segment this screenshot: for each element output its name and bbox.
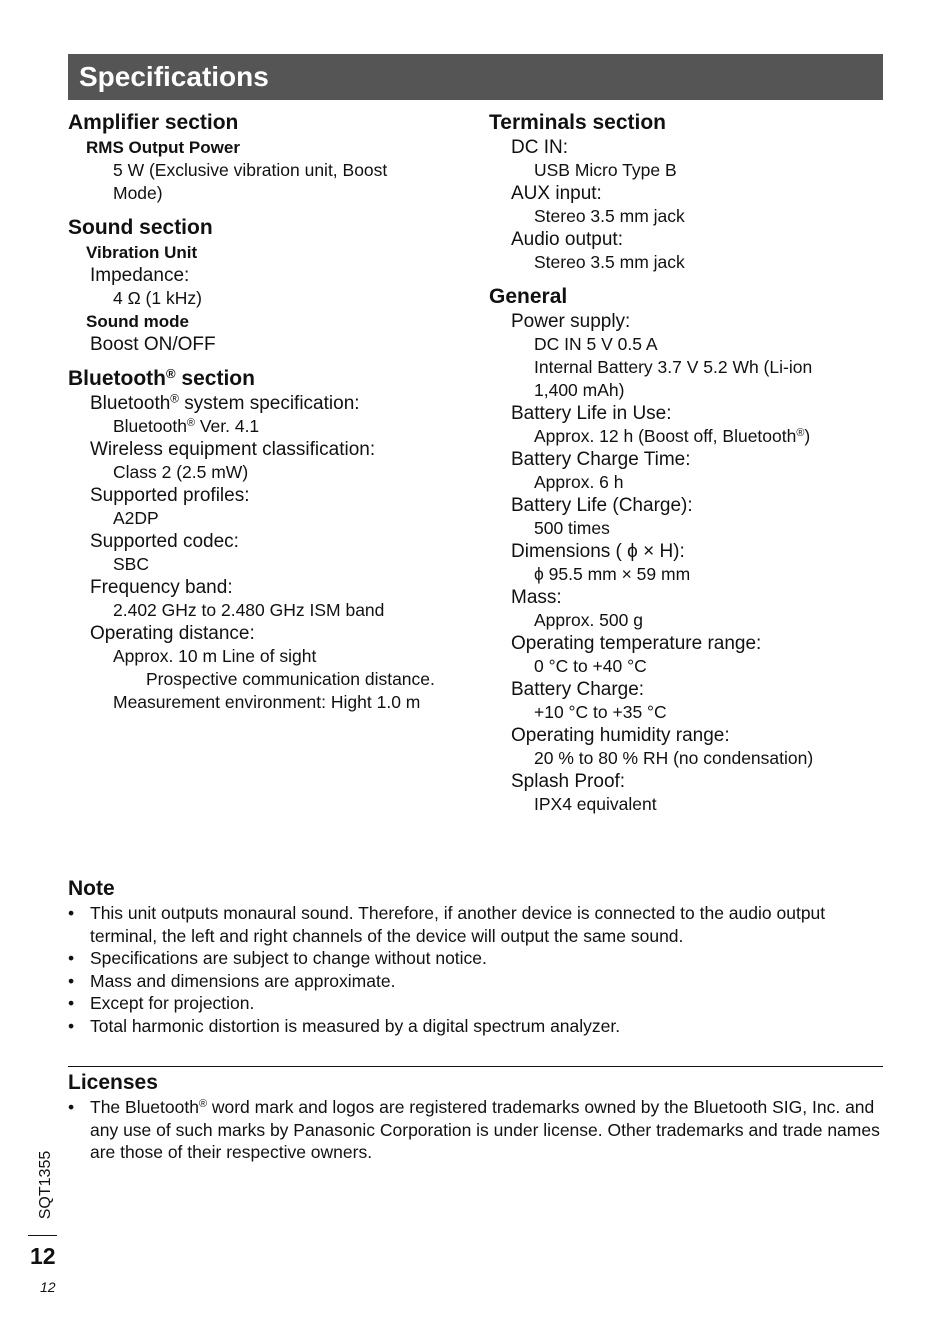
bt-distance-value: Approx. 10 m Line of sight: [113, 646, 317, 666]
footer-rule: [28, 1235, 57, 1236]
humidity-value: 20 % to 80 % RH (no condensation): [534, 748, 814, 768]
bt-spec-value: Bluetooth® Ver. 4.1: [113, 416, 260, 436]
splash-label: Splash Proof:: [511, 771, 626, 792]
left-column: [68, 110, 478, 719]
amplifier-section: [68, 110, 478, 205]
impedance-label: Impedance:: [90, 265, 190, 286]
right-column: [489, 110, 889, 821]
dimensions-value: ϕ 95.5 mm × 59 mm: [534, 564, 691, 584]
sound-mode-value: Boost ON/OFF: [90, 334, 216, 355]
rms-output-label: RMS Output Power: [86, 138, 240, 157]
bt-band-value: 2.402 GHz to 2.480 GHz ISM band: [113, 600, 385, 620]
amplifier-heading: Amplifier section: [68, 111, 239, 134]
aux-label: AUX input:: [511, 183, 602, 204]
bt-distance-environment: Measurement environment: Hight 1.0 m: [113, 692, 421, 712]
page-title: Specifications: [68, 54, 883, 100]
bullet-icon: •: [68, 903, 75, 923]
bt-class-value: Class 2 (2.5 mW): [113, 462, 249, 482]
terminals-section: [489, 110, 889, 274]
licenses-section: [68, 1070, 888, 1164]
terminals-heading: Terminals section: [489, 111, 667, 134]
section-divider: [68, 1066, 883, 1067]
bt-class-label: Wireless equipment classification:: [90, 439, 376, 460]
bullet-icon: •: [68, 970, 75, 991]
rms-output-value: 5 W (Exclusive vibration unit, Boost: [113, 160, 388, 180]
list-item: • Total harmonic distortion is measured by a digital spectrum analyzer.: [68, 1015, 621, 1036]
list-item: • The Bluetooth® word mark and logos are registered trademarks owned by the Bluetooth SIG, Inc. and any use of such marks by Panasonic Corporation is under license. Other trademarks and trade names are those of their respective owners.: [68, 1097, 880, 1162]
mass-value: Approx. 500 g: [534, 610, 643, 630]
splash-value: IPX4 equivalent: [534, 794, 657, 814]
battery-life-value: Approx. 12 h (Boost off, Bluetooth®): [534, 426, 811, 446]
dcin-label: DC IN:: [511, 137, 568, 158]
licenses-list: [68, 1096, 888, 1164]
licenses-heading: Licenses: [68, 1071, 158, 1094]
note-section: [68, 876, 888, 1037]
bluetooth-heading: Bluetooth® section: [68, 365, 255, 390]
note-list: [68, 902, 888, 1037]
general-section: [489, 284, 889, 816]
life-charge-label: Battery Life (Charge):: [511, 495, 693, 516]
battery-charge-value: +10 °C to +35 °C: [534, 702, 667, 722]
bt-distance-label: Operating distance:: [90, 623, 255, 644]
bullet-icon: •: [68, 948, 75, 968]
bt-profiles-value: A2DP: [113, 508, 159, 528]
page-number: 12: [30, 1243, 56, 1269]
sound-heading: Sound section: [68, 216, 213, 239]
power-value: DC IN 5 V 0.5 A: [534, 334, 658, 354]
bluetooth-section: [68, 366, 478, 714]
dimensions-label: Dimensions ( ϕ × H):: [511, 541, 685, 562]
battery-value: Internal Battery 3.7 V 5.2 Wh (Li-ion: [534, 357, 813, 377]
document-code: SQT1355: [37, 1150, 54, 1220]
charge-time-value: Approx. 6 h: [534, 472, 624, 492]
page-number-small: 12: [40, 1279, 56, 1295]
general-heading: General: [489, 285, 568, 308]
battery-value-cont: 1,400 mAh): [534, 380, 625, 400]
bullet-icon: •: [68, 993, 75, 1013]
bt-spec-label: Bluetooth® system specification:: [90, 392, 360, 414]
battery-life-label: Battery Life in Use:: [511, 403, 672, 424]
op-temp-label: Operating temperature range:: [511, 633, 762, 654]
op-temp-value: 0 °C to +40 °C: [534, 656, 647, 676]
bt-profiles-label: Supported profiles:: [90, 485, 250, 506]
sound-section: [68, 215, 478, 356]
sound-mode-label: Sound mode: [86, 312, 189, 331]
rms-output-value-cont: Mode): [113, 183, 163, 203]
power-label: Power supply:: [511, 311, 631, 332]
bullet-icon: •: [68, 1015, 75, 1036]
impedance-value: 4 Ω (1 kHz): [113, 288, 202, 308]
list-item: • This unit outputs monaural sound. Therefore, if another device is connected to the audio output terminal, the left and right channels of the device will output the same sound.: [68, 903, 826, 946]
audio-output-label: Audio output:: [511, 229, 623, 250]
dcin-value: USB Micro Type B: [534, 160, 677, 180]
humidity-label: Operating humidity range:: [511, 725, 730, 746]
charge-time-label: Battery Charge Time:: [511, 449, 691, 470]
bt-distance-note: Prospective communication distance.: [146, 669, 435, 689]
audio-output-value: Stereo 3.5 mm jack: [534, 252, 685, 272]
list-item: • Except for projection.: [68, 993, 255, 1013]
battery-charge-label: Battery Charge:: [511, 679, 645, 700]
aux-value: Stereo 3.5 mm jack: [534, 206, 685, 226]
list-item: • Specifications are subject to change without notice.: [68, 948, 487, 968]
life-charge-value: 500 times: [534, 518, 610, 538]
vibration-unit-label: Vibration Unit: [86, 243, 198, 262]
bullet-icon: •: [68, 1097, 75, 1117]
mass-label: Mass:: [511, 587, 562, 608]
bt-band-label: Frequency band:: [90, 577, 233, 598]
bt-codec-value: SBC: [113, 554, 149, 574]
list-item: • Mass and dimensions are approximate.: [68, 970, 396, 991]
bt-codec-label: Supported codec:: [90, 531, 239, 552]
note-heading: Note: [68, 877, 115, 900]
